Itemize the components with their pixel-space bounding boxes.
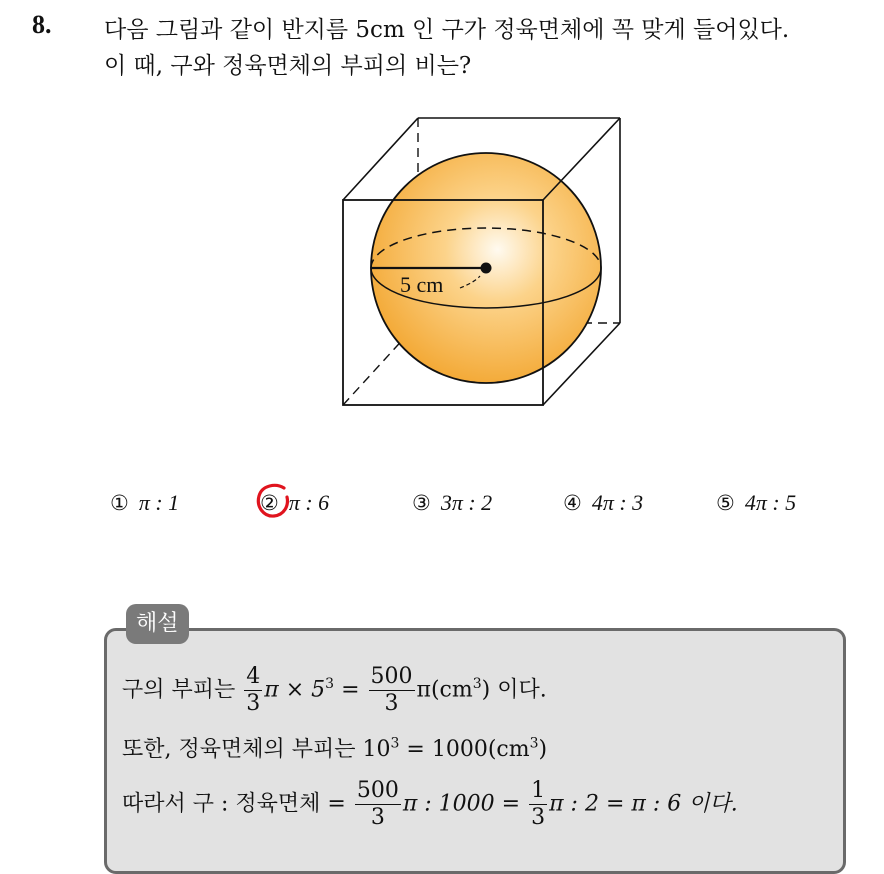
choice-text: 4π : 5: [744, 490, 797, 515]
choice-number: ④: [563, 491, 582, 515]
text: 따라서 구 : 정육면체 =: [122, 791, 353, 817]
choice-text: π : 6: [288, 490, 330, 515]
fraction: [529, 778, 547, 831]
choice-number: ③: [412, 491, 431, 515]
fraction: [244, 664, 262, 717]
text: ): [538, 737, 548, 762]
solution-line-3: [122, 778, 738, 831]
fraction: [369, 664, 415, 717]
exponent: 3: [325, 676, 335, 693]
sphere-in-cube-figure: [320, 110, 640, 420]
question-number: 8.: [32, 10, 52, 39]
question-line-1: 다음 그림과 같이 반지름 5cm 인 구가 정육면체에 꼭 맞게 들어있다.: [104, 17, 790, 43]
denominator: 3: [246, 691, 261, 716]
fraction: [355, 778, 401, 831]
text: π : 2 = π : 6 이다.: [549, 791, 738, 817]
choice-number: ①: [110, 491, 129, 515]
numerator: 1: [531, 778, 546, 803]
numerator: 4: [246, 664, 261, 689]
text: π(cm: [416, 677, 473, 703]
exponent: 3: [529, 735, 539, 752]
choice-number: ⑤: [716, 491, 735, 515]
question-text: [104, 12, 789, 84]
solution-line-1: [122, 664, 547, 717]
text: ) 이다.: [481, 677, 547, 703]
denominator: 3: [384, 691, 399, 716]
denominator: 3: [370, 805, 385, 830]
choice-3[interactable]: [412, 490, 492, 516]
choice-text: 3π : 2: [440, 490, 493, 515]
text: 또한, 정육면체의 부피는 10: [122, 737, 391, 762]
radius-label: 5 cm: [400, 272, 444, 297]
choice-1[interactable]: [110, 490, 179, 516]
numerator: 500: [356, 778, 399, 803]
question-line-2: 이 때, 구와 정육면체의 부피의 비는?: [104, 53, 472, 79]
choice-4[interactable]: [563, 490, 643, 516]
answer-choices: [0, 490, 884, 530]
text: π : 1000 =: [402, 791, 528, 817]
exponent: 3: [472, 676, 482, 693]
text: 구의 부피는: [122, 677, 236, 703]
exponent: 3: [390, 735, 400, 752]
numerator: 500: [370, 664, 413, 689]
choice-number: ②: [260, 491, 279, 515]
solution-tab: 해설: [126, 604, 189, 644]
solution-line-2: [122, 732, 547, 763]
denominator: 3: [531, 805, 546, 830]
choice-text: π : 1: [138, 490, 180, 515]
answer-circle-mark: [254, 482, 292, 520]
choice-text: 4π : 3: [591, 490, 644, 515]
text: =: [334, 677, 367, 703]
text: = 1000(cm: [399, 737, 530, 762]
text: π × 5: [264, 677, 326, 703]
center-point: [481, 263, 492, 274]
choice-5[interactable]: [716, 490, 796, 516]
